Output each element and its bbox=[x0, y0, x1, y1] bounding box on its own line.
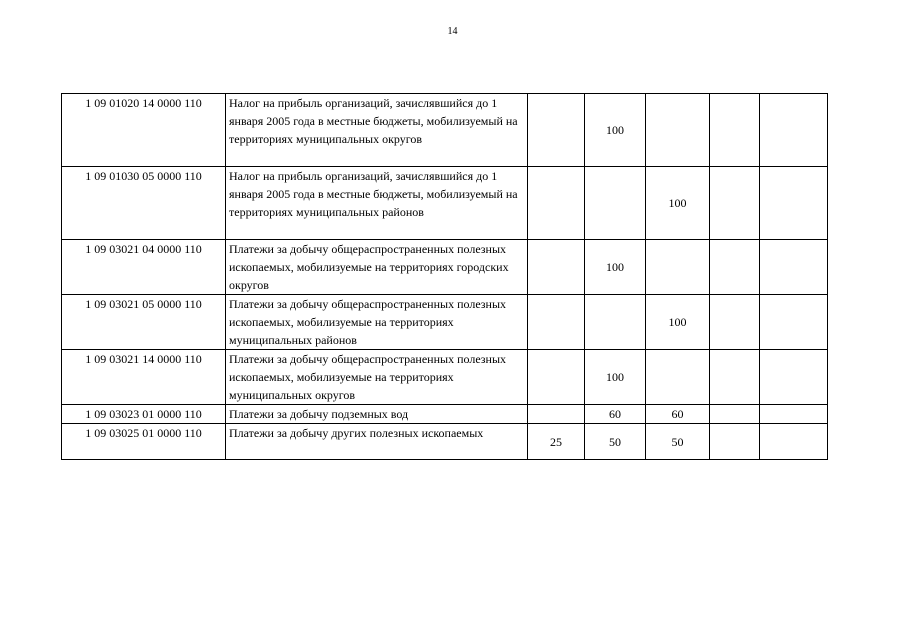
rate-cell-4 bbox=[710, 240, 760, 295]
rate-cell-3 bbox=[646, 94, 710, 167]
rate-cell-4 bbox=[710, 350, 760, 405]
rate-cell-3: 100 bbox=[646, 295, 710, 350]
rate-cell-2: 50 bbox=[585, 424, 646, 460]
rate-cell-4 bbox=[710, 295, 760, 350]
rate-cell-2: 100 bbox=[585, 350, 646, 405]
revenue-name: Платежи за добычу подземных вод bbox=[226, 405, 528, 424]
rate-cell-5 bbox=[760, 350, 828, 405]
table-row bbox=[62, 167, 828, 240]
rate-cell-3 bbox=[646, 350, 710, 405]
rate-cell-5 bbox=[760, 424, 828, 460]
table-row bbox=[62, 94, 828, 167]
page-number: 14 bbox=[447, 26, 458, 37]
rate-cell-3: 60 bbox=[646, 405, 710, 424]
rate-cell-1 bbox=[528, 240, 585, 295]
table-row bbox=[62, 424, 828, 460]
rate-cell-2: 100 bbox=[585, 94, 646, 167]
budget-classification-code: 1 09 03021 05 0000 110 bbox=[62, 295, 226, 350]
rate-cell-4 bbox=[710, 94, 760, 167]
rate-cell-4 bbox=[710, 167, 760, 240]
revenue-name: Платежи за добычу общераспространенных полезных ископаемых, мобилизуемые на территориях городских округов bbox=[226, 240, 528, 295]
rate-cell-1: 25 bbox=[528, 424, 585, 460]
rate-cell-3 bbox=[646, 240, 710, 295]
revenue-name: Налог на прибыль организаций, зачислявшийся до 1 января 2005 года в местные бюджеты, мобилизуемый на территориях муниципальных округов bbox=[226, 94, 528, 167]
rate-cell-4 bbox=[710, 424, 760, 460]
table-row bbox=[62, 295, 828, 350]
budget-classification-code: 1 09 03023 01 0000 110 bbox=[62, 405, 226, 424]
rate-cell-5 bbox=[760, 295, 828, 350]
rate-cell-1 bbox=[528, 405, 585, 424]
rate-cell-1 bbox=[528, 167, 585, 240]
revenue-distribution-table bbox=[61, 93, 828, 460]
revenue-name: Платежи за добычу общераспространенных полезных ископаемых, мобилизуемые на территориях муниципальных районов bbox=[226, 295, 528, 350]
revenue-name: Платежи за добычу общераспространенных полезных ископаемых, мобилизуемые на территориях муниципальных округов bbox=[226, 350, 528, 405]
rate-cell-1 bbox=[528, 350, 585, 405]
rate-cell-2: 100 bbox=[585, 240, 646, 295]
budget-classification-code: 1 09 01030 05 0000 110 bbox=[62, 167, 226, 240]
budget-classification-code: 1 09 03021 04 0000 110 bbox=[62, 240, 226, 295]
rate-cell-1 bbox=[528, 295, 585, 350]
rate-cell-2 bbox=[585, 295, 646, 350]
rate-cell-3: 100 bbox=[646, 167, 710, 240]
rate-cell-5 bbox=[760, 94, 828, 167]
table-row bbox=[62, 405, 828, 424]
table-row bbox=[62, 350, 828, 405]
budget-classification-code: 1 09 03025 01 0000 110 bbox=[62, 424, 226, 460]
rate-cell-4 bbox=[710, 405, 760, 424]
rate-cell-1 bbox=[528, 94, 585, 167]
table-row bbox=[62, 240, 828, 295]
rate-cell-2: 60 bbox=[585, 405, 646, 424]
rate-cell-2 bbox=[585, 167, 646, 240]
budget-classification-code: 1 09 01020 14 0000 110 bbox=[62, 94, 226, 167]
revenue-name: Налог на прибыль организаций, зачислявшийся до 1 января 2005 года в местные бюджеты, мобилизуемый на территориях муниципальных районов bbox=[226, 167, 528, 240]
revenue-name: Платежи за добычу других полезных ископаемых bbox=[226, 424, 528, 460]
rate-cell-3: 50 bbox=[646, 424, 710, 460]
rate-cell-5 bbox=[760, 167, 828, 240]
rate-cell-5 bbox=[760, 240, 828, 295]
rate-cell-5 bbox=[760, 405, 828, 424]
budget-classification-code: 1 09 03021 14 0000 110 bbox=[62, 350, 226, 405]
